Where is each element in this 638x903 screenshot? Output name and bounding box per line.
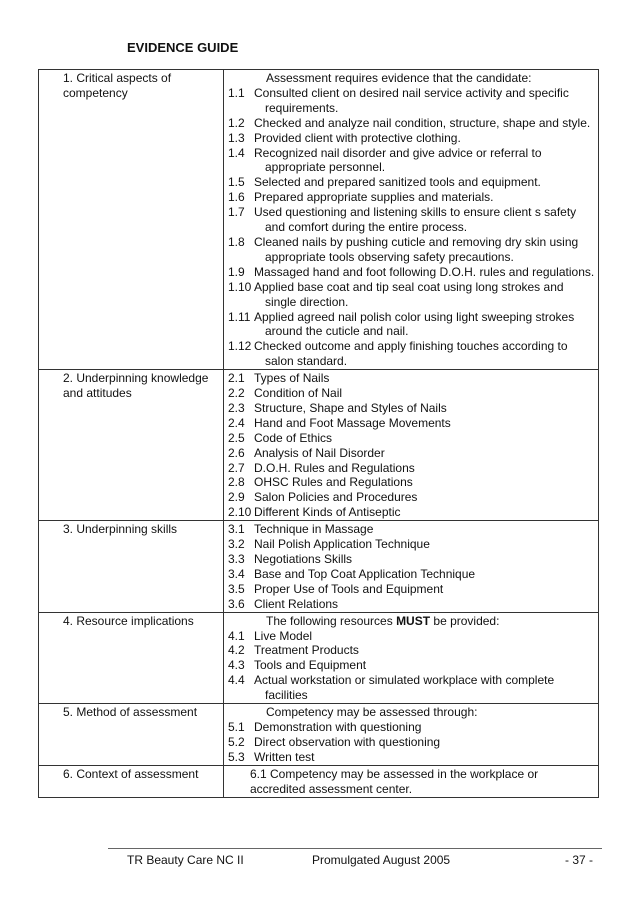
item-text: Code of Ethics <box>254 430 333 445</box>
list-item <box>228 567 596 582</box>
list-item <box>228 280 596 310</box>
list-item <box>228 116 596 131</box>
item-text-block <box>254 280 596 310</box>
item-number: 2.8 <box>228 475 245 490</box>
item-text: Client Relations <box>254 596 339 611</box>
item-text: Salon Policies and Procedures <box>254 490 418 505</box>
item-text-block <box>254 490 596 505</box>
item-text-continued: appropriate tools observing safety precautions. <box>265 249 514 264</box>
item-text-block <box>254 386 596 401</box>
item-number: 1.8 <box>228 234 245 249</box>
footer-divider <box>108 848 602 849</box>
item-text-block <box>254 522 596 537</box>
item-number: 1.10 <box>228 279 252 294</box>
item-number: 2.4 <box>228 415 245 430</box>
table-row <box>39 370 599 521</box>
section-label: 2. Underpinning knowledge and attitudes <box>39 370 224 521</box>
section-intro: Assessment requires evidence that the candidate: <box>266 71 532 85</box>
section-content <box>224 704 599 766</box>
footer-promulgated: Promulgated August 2005 <box>312 853 451 867</box>
list-item <box>228 629 596 644</box>
intro-text: The following resources <box>266 613 397 628</box>
list-item <box>228 131 596 146</box>
table-row <box>39 765 599 797</box>
page-number: - 37 - <box>565 853 594 867</box>
table-row <box>39 704 599 766</box>
item-text: Actual workstation or simulated workplace with complete <box>254 673 555 688</box>
list-item <box>228 265 596 280</box>
item-text: Consulted client on desired nail service activity and specific <box>254 85 569 100</box>
item-text: Applied base coat and tip seal coat using long strokes and <box>254 279 564 294</box>
item-number: 4.4 <box>228 673 245 688</box>
page-title: EVIDENCE GUIDE <box>127 40 239 55</box>
item-text-block <box>254 131 596 146</box>
list-item <box>228 86 596 116</box>
item-text: Live Model <box>254 628 313 643</box>
item-number: 2.6 <box>228 445 245 460</box>
list-item <box>228 735 596 750</box>
section-label: 4. Resource implications <box>39 612 224 703</box>
item-text: Recognized nail disorder and give advice or referral to <box>254 145 542 160</box>
list-item <box>228 475 596 490</box>
item-number: 3.1 <box>228 522 245 537</box>
list-item <box>228 490 596 505</box>
section-intro <box>228 614 596 629</box>
list-item <box>228 522 596 537</box>
item-text: Checked outcome and apply finishing touches according to <box>254 339 568 354</box>
footer-qualification: TR Beauty Care NC II <box>127 853 244 867</box>
item-number: 2.2 <box>228 386 245 401</box>
item-text-block <box>254 461 596 476</box>
item-number: 5.1 <box>228 719 245 734</box>
section-label: 6. Context of assessment <box>39 765 224 797</box>
item-text: Proper Use of Tools and Equipment <box>254 581 444 596</box>
item-text-block <box>254 310 596 340</box>
item-number: 1.1 <box>228 85 245 100</box>
item-text-block <box>254 537 596 552</box>
item-text: Massaged hand and foot following D.O.H. rules and regulations. <box>254 264 595 279</box>
item-text-continued: appropriate personnel. <box>265 160 386 175</box>
item-text: Written test <box>254 749 315 764</box>
section-content <box>224 521 599 612</box>
item-number: 1.7 <box>228 205 245 220</box>
item-text: Direct observation with questioning <box>254 734 441 749</box>
list-item <box>228 582 596 597</box>
list-item <box>228 401 596 416</box>
section-content <box>224 612 599 703</box>
list-item <box>228 146 596 176</box>
item-text: Selected and prepared sanitized tools and equipment. <box>254 175 541 190</box>
item-text: Types of Nails <box>254 371 330 386</box>
item-text-block <box>254 175 596 190</box>
item-text-continued: and comfort during the entire process. <box>265 220 468 235</box>
item-text: Analysis of Nail Disorder <box>254 445 385 460</box>
list-item <box>228 505 596 520</box>
item-number: 1.9 <box>228 264 245 279</box>
item-text-block <box>254 629 596 644</box>
item-text: Demonstration with questioning <box>254 719 422 734</box>
context-line: accredited assessment center. <box>250 781 413 796</box>
item-text-continued: around the cuticle and nail. <box>265 324 409 339</box>
item-text-block <box>254 720 596 735</box>
item-number: 3.6 <box>228 596 245 611</box>
item-number: 4.2 <box>228 643 245 658</box>
item-text-block <box>254 673 596 703</box>
item-text: Hand and Foot Massage Movements <box>254 415 451 430</box>
item-text-block <box>254 446 596 461</box>
item-text-block <box>254 86 596 116</box>
item-number: 1.2 <box>228 115 245 130</box>
item-text-block <box>254 205 596 235</box>
item-number: 1.11 <box>228 309 251 324</box>
item-text-block <box>254 371 596 386</box>
item-text-continued: single direction. <box>265 294 349 309</box>
item-text: Prepared appropriate supplies and materials. <box>254 190 494 205</box>
item-text-block <box>254 735 596 750</box>
item-text-block <box>254 750 596 765</box>
item-text-block <box>254 235 596 265</box>
list-item <box>228 190 596 205</box>
item-number: 4.1 <box>228 628 245 643</box>
item-text-block <box>254 431 596 446</box>
item-text-block <box>254 505 596 520</box>
item-text-continued: facilities <box>265 688 308 703</box>
item-text-block <box>254 475 596 490</box>
item-number: 1.5 <box>228 175 245 190</box>
item-text: Used questioning and listening skills to ensure client s safety <box>254 205 577 220</box>
item-text: Base and Top Coat Application Technique <box>254 566 476 581</box>
item-text: D.O.H. Rules and Regulations <box>254 460 415 475</box>
list-item <box>228 673 596 703</box>
item-text-block <box>254 190 596 205</box>
section-label: 3. Underpinning skills <box>39 521 224 612</box>
item-text: Different Kinds of Antiseptic <box>254 505 401 520</box>
item-text-block <box>254 146 596 176</box>
context-line: 6.1 Competency may be assessed in the workplace or <box>250 766 539 781</box>
item-text: Tools and Equipment <box>254 658 367 673</box>
item-number: 3.3 <box>228 552 245 566</box>
item-text: Technique in Massage <box>254 522 374 537</box>
item-number: 3.2 <box>228 537 245 552</box>
list-item <box>228 750 596 765</box>
list-item <box>228 658 596 673</box>
list-item <box>228 310 596 340</box>
item-text-block <box>254 658 596 673</box>
item-number: 1.6 <box>228 190 245 205</box>
item-text-block <box>254 416 596 431</box>
item-text: Treatment Products <box>254 643 359 658</box>
section-label: 1. Critical aspects of competency <box>39 70 224 370</box>
intro-text: be provided: <box>430 613 500 628</box>
section-content <box>224 765 599 797</box>
item-number: 2.9 <box>228 490 245 505</box>
item-text: Checked and analyze nail condition, structure, shape and style. <box>254 115 591 130</box>
section-content <box>224 70 599 370</box>
section-intro: Competency may be assessed through: <box>266 705 478 720</box>
list-item <box>228 371 596 386</box>
list-item <box>228 431 596 446</box>
item-text-block <box>254 597 596 612</box>
list-item <box>228 205 596 235</box>
list-item <box>228 416 596 431</box>
list-item <box>228 643 596 658</box>
item-text: Structure, Shape and Styles of Nails <box>254 400 447 415</box>
item-number: 1.4 <box>228 145 245 160</box>
item-text-block <box>254 116 596 131</box>
item-text-block <box>254 265 596 280</box>
list-item <box>228 597 596 612</box>
item-number: 5.2 <box>228 734 245 749</box>
item-text: Cleaned nails by pushing cuticle and removing dry skin using <box>254 234 579 249</box>
list-item <box>228 720 596 735</box>
list-item <box>228 552 596 567</box>
item-text-continued: requirements. <box>265 100 339 115</box>
item-number: 1.3 <box>228 130 245 145</box>
list-item <box>228 386 596 401</box>
item-text: Nail Polish Application Technique <box>254 537 430 552</box>
list-item <box>228 175 596 190</box>
item-text-block <box>254 401 596 416</box>
item-number: 2.3 <box>228 400 245 415</box>
section-label: 5. Method of assessment <box>39 704 224 766</box>
list-item <box>228 461 596 476</box>
item-text-block <box>254 643 596 658</box>
item-number: 4.3 <box>228 658 245 673</box>
intro-emphasis: MUST <box>396 613 431 628</box>
item-text-continued: salon standard. <box>265 354 348 369</box>
item-text: Condition of Nail <box>254 386 343 401</box>
item-number: 3.5 <box>228 581 245 596</box>
item-text: OHSC Rules and Regulations <box>254 475 413 490</box>
table-row <box>39 521 599 612</box>
section-content <box>224 370 599 521</box>
list-item <box>228 339 596 369</box>
item-text: Provided client with protective clothing. <box>254 130 461 145</box>
list-item <box>228 235 596 265</box>
item-text-block <box>254 339 596 369</box>
item-number: 2.10 <box>228 505 252 520</box>
item-text-block <box>254 567 596 582</box>
item-text: Applied agreed nail polish color using light sweeping strokes <box>254 309 575 324</box>
table-row <box>39 70 599 370</box>
evidence-guide-table <box>38 69 599 798</box>
item-number: 2.1 <box>228 371 245 386</box>
list-item <box>228 446 596 461</box>
table-row <box>39 612 599 703</box>
item-number: 2.5 <box>228 430 245 445</box>
item-number: 1.12 <box>228 339 252 354</box>
item-text-block <box>254 582 596 597</box>
item-number: 5.3 <box>228 749 245 764</box>
item-text: Negotiations Skills <box>254 552 353 566</box>
item-text-block <box>254 552 596 567</box>
item-number: 3.4 <box>228 566 245 581</box>
list-item <box>228 537 596 552</box>
item-number: 2.7 <box>228 460 245 475</box>
